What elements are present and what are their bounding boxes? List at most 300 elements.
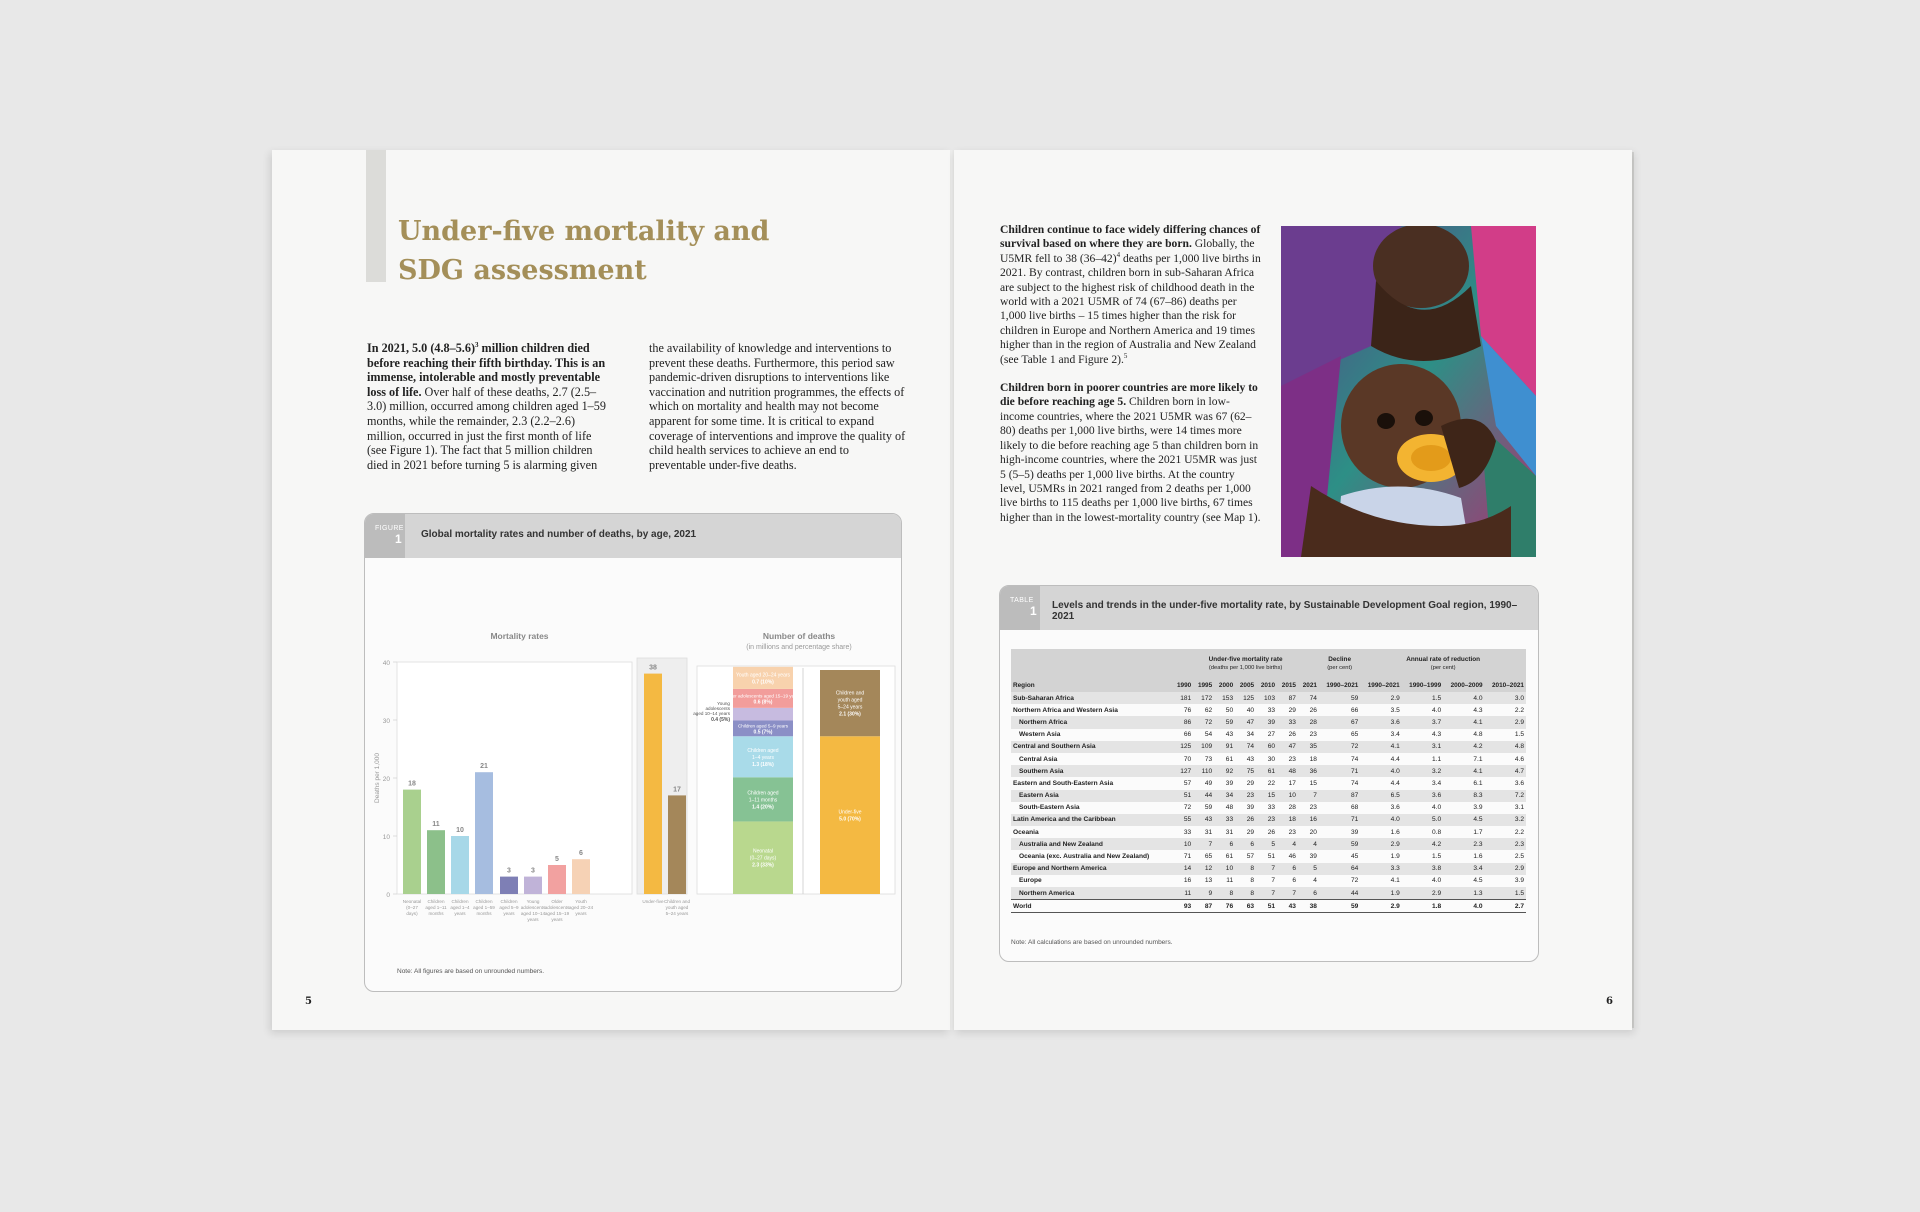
segment-value-label: 2.3 (33%) xyxy=(752,862,774,869)
table-cell: 103 xyxy=(1256,692,1277,704)
table-cell: 47 xyxy=(1235,716,1256,728)
table-row xyxy=(1011,850,1526,862)
figure-tag xyxy=(365,514,405,558)
table-cell: 26 xyxy=(1235,814,1256,826)
table-row xyxy=(1011,875,1526,887)
table-cell: 2.5 xyxy=(1514,853,1524,861)
figure-tag-number: 1 xyxy=(395,532,402,546)
table-cell: 18 xyxy=(1277,814,1298,826)
table-cell: 39 xyxy=(1351,828,1359,836)
table-cell: 3.2 xyxy=(1485,814,1526,826)
para1-bold: Children continue to face widely differing chances of survival based on where they are born. xyxy=(1000,223,1261,251)
segment-value-label: 0.6 (8%) xyxy=(753,699,773,706)
table-cell: 29 xyxy=(1288,706,1296,714)
column-header: 2015 xyxy=(1277,679,1298,692)
table-cell: 6 xyxy=(1277,863,1298,875)
table-cell: 61 xyxy=(1225,853,1234,861)
table-header xyxy=(1000,586,1538,630)
table-cell: 5 xyxy=(1298,863,1319,875)
bar-value-label: 21 xyxy=(480,763,488,771)
table-tag-word: TABLE xyxy=(1010,597,1034,604)
table-cell: 8 xyxy=(1235,887,1256,900)
x-tick-label: years xyxy=(527,917,539,922)
table-cell: 13 xyxy=(1204,877,1213,885)
table-cell: 61 xyxy=(1225,755,1234,763)
table-cell: 14 xyxy=(1172,863,1193,875)
segment-label: 1–11 months xyxy=(748,797,778,804)
x-tick-label: Under-five xyxy=(642,899,664,904)
table-cell: 33 xyxy=(1214,814,1235,826)
table-tag-number: 1 xyxy=(1030,604,1037,618)
table-cell: 3.1 xyxy=(1514,804,1524,812)
column-header: Region xyxy=(1011,679,1172,692)
table-cell: 62 xyxy=(1204,706,1213,714)
table-cell: 23 xyxy=(1256,814,1277,826)
table-cell: 48 xyxy=(1277,765,1298,777)
table-cell: 43 xyxy=(1277,900,1298,913)
table-cell: 4.0 xyxy=(1431,804,1442,812)
bar xyxy=(475,772,493,894)
table-cell: 4.8 xyxy=(1473,731,1483,739)
table-1 xyxy=(999,585,1539,962)
bar xyxy=(644,674,662,894)
table-cell: 4.3 xyxy=(1473,706,1483,714)
figure-tag-word: FIGURE xyxy=(375,525,404,532)
segment-value-label: 2.1 (30%) xyxy=(839,711,861,718)
segment-label: (0–27 days) xyxy=(749,855,777,862)
table-cell: 3.7 xyxy=(1402,716,1443,728)
table-tag xyxy=(1000,586,1040,630)
table-cell: 9 xyxy=(1193,887,1214,900)
table-cell: 33 xyxy=(1183,828,1192,836)
table-cell: 29 xyxy=(1246,828,1255,836)
table-cell: 91 xyxy=(1214,741,1235,753)
table-cell: 3.4 xyxy=(1431,779,1442,787)
row-label: Southern Asia xyxy=(1011,765,1172,777)
table-cell: 43 xyxy=(1246,755,1255,763)
group3-sublabel: (per cent) xyxy=(1430,665,1456,671)
table-cell: 3.8 xyxy=(1402,863,1443,875)
table-cell: 50 xyxy=(1225,706,1234,714)
table-cell: 3.5 xyxy=(1390,706,1400,714)
footnote-ref-4: 4 xyxy=(1116,250,1121,259)
group2-label: Decline xyxy=(1328,656,1351,663)
table-cell: 7.2 xyxy=(1485,790,1526,802)
table-cell: 8.3 xyxy=(1443,790,1484,802)
table-cell: 74 xyxy=(1351,755,1359,763)
table-cell: 48 xyxy=(1225,804,1234,812)
table-cell: 7 xyxy=(1256,863,1277,875)
table-cell: 4.4 xyxy=(1390,779,1400,787)
x-tick-label: years xyxy=(503,911,515,916)
table-cell: 70 xyxy=(1183,755,1192,763)
lead-bold: In 2021, 5.0 (4.8–5.6) xyxy=(367,341,475,355)
table-cell: 3.9 xyxy=(1473,804,1483,812)
table-cell: 2.9 xyxy=(1360,838,1401,850)
right-page xyxy=(954,150,1632,1030)
table-cell: 31 xyxy=(1204,828,1213,836)
table-row xyxy=(1011,729,1526,741)
group-header-decline xyxy=(1319,649,1360,679)
table-cell: 1.1 xyxy=(1431,755,1442,763)
x-tick-label: Older xyxy=(551,899,563,904)
table-cell: 125 xyxy=(1235,692,1256,704)
table-cell: 1.5 xyxy=(1431,853,1442,861)
table-cell: 66 xyxy=(1351,706,1359,714)
table-cell: 4.6 xyxy=(1514,755,1524,763)
table-cell: 26 xyxy=(1267,828,1276,836)
table-cell: 2.9 xyxy=(1402,887,1443,900)
row-label: Australia and New Zealand xyxy=(1011,838,1172,850)
table-cell: 5.0 xyxy=(1402,814,1443,826)
footnote-ref-5: 5 xyxy=(1123,351,1128,360)
segment-label: Children aged xyxy=(747,747,779,754)
bar-value-label: 3 xyxy=(531,867,535,875)
table-cell: 4.1 xyxy=(1443,716,1484,728)
table-cell: 27 xyxy=(1267,731,1276,739)
table-cell: 72 xyxy=(1351,877,1359,885)
row-label: World xyxy=(1011,900,1172,913)
chart2-subtitle: (in millions and percentage share) xyxy=(746,644,852,651)
segment-value-label: 1.3 (18%) xyxy=(752,761,774,768)
table-cell: 65 xyxy=(1204,853,1213,861)
x-tick-label: days) xyxy=(406,911,418,916)
group1-label: Under-five mortality rate xyxy=(1208,656,1283,663)
table-cell: 39 xyxy=(1256,716,1277,728)
table-row xyxy=(1011,753,1526,765)
body-text-2: the availability of knowledge and interventions to prevent these deaths. Furthermore, this period saw pandemic-driven disruptions to interventions like vaccination and nutrition programmes, the effects of which on mortality and health may not become apparent for some time. It is critical to expand coverage of interventions and improve the quality of child health services to achieve an end to preventable under-five deaths. xyxy=(649,341,906,472)
table-row xyxy=(1011,838,1526,850)
segment-label: Older adolescents aged 15–19 years xyxy=(725,693,801,699)
u5mr-table xyxy=(1011,649,1526,913)
table-cell: 6 xyxy=(1235,838,1256,850)
x-tick-label: aged 1–4 xyxy=(450,905,470,910)
bar-value-label: 17 xyxy=(673,786,681,794)
table-cell: 74 xyxy=(1351,779,1359,787)
table-row xyxy=(1011,814,1526,826)
table-cell: 2.3 xyxy=(1485,838,1526,850)
table-cell: 49 xyxy=(1204,779,1213,787)
table-cell: 8 xyxy=(1214,887,1235,900)
table-cell: 39 xyxy=(1225,779,1234,787)
group1-sublabel: (deaths per 1,000 live births) xyxy=(1208,665,1283,671)
para1-text-b: deaths per 1,000 live births in 2021. By contrast, children born in sub-Saharan Africa are subject to the highest risk of childhood death in the world with a 2021 U5MR of 74 (67–86) deaths per 1,000 live births – 15 times higher than the risk for children in Europe and Northern America and 19 times higher than in the region of Australia and New Zealand (see Table 1 and Figure 2). xyxy=(1000,251,1261,366)
row-label: Central Asia xyxy=(1019,755,1058,763)
x-tick-label: (0–27 xyxy=(406,905,418,910)
table-cell: 22 xyxy=(1267,779,1276,787)
table-cell: 23 xyxy=(1235,790,1256,802)
x-tick-label: years xyxy=(551,917,563,922)
x-tick-label: Children and xyxy=(663,899,691,904)
table-cell: 4.1 xyxy=(1360,741,1401,753)
table-cell: 75 xyxy=(1235,765,1256,777)
table-cell: 72 xyxy=(1319,741,1360,753)
table-row xyxy=(1011,900,1526,913)
y-tick-label: 0 xyxy=(386,892,390,899)
row-label: Europe xyxy=(1019,877,1042,885)
table-cell: 3.6 xyxy=(1390,804,1400,812)
table-cell: 59 xyxy=(1214,716,1235,728)
table-cell: 65 xyxy=(1351,731,1359,739)
table-cell: 2.9 xyxy=(1485,863,1526,875)
page-number-right: 6 xyxy=(1606,996,1613,1007)
table-cell: 71 xyxy=(1319,765,1360,777)
table-cell: 34 xyxy=(1214,790,1235,802)
table-cell: 4.0 xyxy=(1431,706,1442,714)
bar-value-label: 38 xyxy=(649,664,657,672)
table-cell: 1.6 xyxy=(1390,828,1400,836)
paragraph-1 xyxy=(1000,223,1262,367)
group-header-arr xyxy=(1360,649,1526,679)
table-cell: 4.0 xyxy=(1443,692,1484,704)
chart2-title: Number of deaths xyxy=(762,631,836,641)
table-cell: 2.3 xyxy=(1443,838,1484,850)
column-header: 2005 xyxy=(1235,679,1256,692)
table-cell: 51 xyxy=(1256,900,1277,913)
row-label: Oceania xyxy=(1013,828,1039,836)
table-row xyxy=(1011,887,1526,900)
figure-1 xyxy=(364,513,902,992)
column-header: 1990–2021 xyxy=(1319,679,1360,692)
table-cell: 10 xyxy=(1172,838,1193,850)
title-accent-bar xyxy=(366,150,386,282)
table-cell: 20 xyxy=(1309,828,1317,836)
paragraph-2 xyxy=(1000,381,1262,525)
title-line-1: Under-five mortality and xyxy=(398,216,770,247)
column-header: 2010 xyxy=(1256,679,1277,692)
table-cell: 4.2 xyxy=(1443,741,1484,753)
x-tick-label: aged 5–9 xyxy=(499,905,519,910)
table-note: Note: All calculations are based on unrounded numbers. xyxy=(1011,939,1173,946)
segment-label: Young xyxy=(717,701,730,707)
page-title xyxy=(398,212,858,290)
table-cell: 34 xyxy=(1246,731,1255,739)
table-cell: 23 xyxy=(1309,731,1317,739)
table-cell: 29 xyxy=(1246,779,1255,787)
chart-title: Mortality rates xyxy=(490,631,549,641)
table-cell: 127 xyxy=(1172,765,1193,777)
group3-label: Annual rate of reduction xyxy=(1406,656,1481,663)
figure-title: Global mortality rates and number of deaths, by age, 2021 xyxy=(421,529,697,540)
table-cell: 8 xyxy=(1235,863,1256,875)
table-cell: 16 xyxy=(1298,814,1319,826)
table-cell: 3.1 xyxy=(1402,741,1443,753)
table-cell: 33 xyxy=(1267,706,1276,714)
table-cell: 10 xyxy=(1214,863,1235,875)
table-cell: 16 xyxy=(1183,877,1192,885)
table-cell: 44 xyxy=(1193,790,1214,802)
segment-label: Children aged xyxy=(747,790,779,797)
para2-text: Children born in low-income countries, where the 2021 U5MR was 67 (62–80) deaths per 1,000 live births, were 14 times more likely to die before reaching age 5 than children born in high-income countries, where the 2021 U5MR was just 5 (5–5) deaths per 1,000 live births. At the country level, U5MRs in 2021 ranged from 2 deaths per 1,000 live births to 115 deaths per 1,000 live births, 67 times higher than in the lowest-mortality country (see Map 1). xyxy=(1000,395,1261,524)
segment-label: Under-five xyxy=(838,809,862,816)
table-cell: 55 xyxy=(1172,814,1193,826)
table-cell: 18 xyxy=(1309,755,1317,763)
table-cell: 172 xyxy=(1193,692,1214,704)
table-row xyxy=(1011,692,1526,704)
table-cell: 3.6 xyxy=(1402,790,1443,802)
table-cell: 1.9 xyxy=(1390,853,1400,861)
right-body-column xyxy=(1000,223,1262,525)
table-row xyxy=(1011,826,1526,838)
x-tick-label: months xyxy=(428,911,444,916)
table-cell: 4.4 xyxy=(1390,755,1400,763)
stack-segment xyxy=(733,708,793,721)
x-tick-label: aged 10–14 xyxy=(520,911,546,916)
bar xyxy=(548,865,566,894)
bar xyxy=(524,877,542,894)
table-row xyxy=(1011,716,1526,728)
x-tick-label: Neonatal xyxy=(402,899,422,904)
table-cell: 17 xyxy=(1288,779,1296,787)
table-cell: 12 xyxy=(1193,863,1214,875)
footnote-ref-3: 3 xyxy=(475,340,479,349)
segment-value-label: 0.4 (5%) xyxy=(711,717,730,724)
x-tick-label: Children xyxy=(500,899,518,904)
table-cell: 4.7 xyxy=(1485,765,1526,777)
table-cell: 4.5 xyxy=(1443,814,1484,826)
table-cell: 74 xyxy=(1298,692,1319,704)
table-cell: 33 xyxy=(1277,716,1298,728)
table-cell: 6 xyxy=(1214,838,1235,850)
row-label: Oceania (exc. Australia and New Zealand) xyxy=(1019,853,1150,861)
table-cell: 15 xyxy=(1256,790,1277,802)
table-cell: 4.0 xyxy=(1443,900,1484,913)
table-cell: 47 xyxy=(1277,741,1298,753)
table-cell: 6 xyxy=(1298,887,1319,900)
x-tick-label: aged 20–24 xyxy=(568,905,594,910)
x-tick-label: Young xyxy=(526,899,540,904)
x-tick-label: years xyxy=(454,911,466,916)
table-cell: 4.0 xyxy=(1360,814,1401,826)
x-tick-label: adolescents xyxy=(520,905,546,910)
table-cell: 87 xyxy=(1277,692,1298,704)
table-cell: 57 xyxy=(1183,779,1192,787)
table-cell: 1.6 xyxy=(1473,853,1483,861)
table-row xyxy=(1011,765,1526,777)
table-cell: 61 xyxy=(1256,765,1277,777)
bar xyxy=(451,836,469,894)
column-header: 1990–2021 xyxy=(1360,679,1401,692)
table-cell: 87 xyxy=(1319,790,1360,802)
table-cell: 30 xyxy=(1267,755,1276,763)
table-cell: 4.1 xyxy=(1443,765,1484,777)
y-tick-label: 40 xyxy=(382,660,390,667)
table-cell: 54 xyxy=(1204,731,1213,739)
table-row xyxy=(1011,790,1526,802)
table-cell: 3.9 xyxy=(1514,877,1524,885)
table-cell: 71 xyxy=(1183,853,1192,861)
header-spacer xyxy=(1011,649,1172,679)
table-cell: 11 xyxy=(1226,877,1234,885)
table-cell: 1.8 xyxy=(1402,900,1443,913)
lead-bold-2: million children died before reaching their fifth birthday. This is an immense, intolerable and mostly preventable loss of life. xyxy=(367,341,606,399)
segment-label: Children aged 5–9 years xyxy=(737,723,789,729)
table-cell: 23 xyxy=(1288,755,1296,763)
table-cell: 4.2 xyxy=(1402,838,1443,850)
table-cell: 7 xyxy=(1256,887,1277,900)
table-cell: 46 xyxy=(1288,853,1296,861)
table-cell: 153 xyxy=(1214,692,1235,704)
row-label: South-Eastern Asia xyxy=(1019,804,1080,812)
table-cell: 68 xyxy=(1351,804,1359,812)
table-title: Levels and trends in the under-five mortality rate, by Sustainable Development Goal region, 1990–2021 xyxy=(1052,600,1518,622)
column-header: 2000 xyxy=(1214,679,1235,692)
para1-text-a: Globally, the U5MR fell to 38 (36–42) xyxy=(1000,237,1255,265)
segment-value-label: 0.7 (10%) xyxy=(752,679,774,686)
table-cell: 7 xyxy=(1193,838,1214,850)
table-cell: 10 xyxy=(1277,790,1298,802)
table-cell: 2.7 xyxy=(1485,900,1526,913)
table-cell: 76 xyxy=(1183,706,1192,714)
segment-value-label: 0.5 (7%) xyxy=(753,729,773,736)
table-cell: 23 xyxy=(1309,804,1317,812)
x-tick-label: 5–24 years xyxy=(665,911,689,916)
row-label: Northern America xyxy=(1011,887,1172,900)
group2-sublabel: (per cent) xyxy=(1327,665,1353,671)
table-cell: 43 xyxy=(1225,731,1234,739)
row-label: Eastern Asia xyxy=(1011,790,1172,802)
row-label: Central and Southern Asia xyxy=(1011,741,1172,753)
row-label: Eastern and South-Eastern Asia xyxy=(1013,779,1114,787)
table-cell: 2.2 xyxy=(1514,706,1524,714)
table-cell: 3.0 xyxy=(1485,692,1526,704)
table-cell: 4.1 xyxy=(1390,877,1400,885)
table-cell: 6 xyxy=(1292,877,1296,885)
table-cell: 28 xyxy=(1298,716,1319,728)
table-cell: 67 xyxy=(1319,716,1360,728)
x-tick-label: adolescents xyxy=(544,905,570,910)
table-cell: 26 xyxy=(1309,706,1317,714)
table-cell: 4.0 xyxy=(1431,877,1442,885)
table-cell: 4 xyxy=(1277,838,1298,850)
y-tick-label: 30 xyxy=(382,718,390,725)
table-cell: 92 xyxy=(1214,765,1235,777)
table-cell: 125 xyxy=(1172,741,1193,753)
table-cell: 59 xyxy=(1319,900,1360,913)
column-header: 1995 xyxy=(1193,679,1214,692)
bar xyxy=(500,877,518,894)
x-tick-label: Children xyxy=(475,899,493,904)
table-cell: 28 xyxy=(1288,804,1296,812)
table-cell: 76 xyxy=(1214,900,1235,913)
x-tick-label: aged 1–11 xyxy=(425,905,447,910)
table-row xyxy=(1011,777,1526,789)
table-cell: 7.1 xyxy=(1473,755,1483,763)
table-cell: 1.3 xyxy=(1443,887,1484,900)
column-header-row xyxy=(1011,679,1526,692)
table-cell: 63 xyxy=(1235,900,1256,913)
table-cell: 3.6 xyxy=(1360,716,1401,728)
x-tick-label: Children xyxy=(451,899,469,904)
x-tick-label: Children xyxy=(427,899,445,904)
table-cell: 51 xyxy=(1267,853,1276,861)
bar xyxy=(427,830,445,894)
table-cell: 4 xyxy=(1313,877,1317,885)
table-cell: 36 xyxy=(1298,765,1319,777)
group-header-u5mr xyxy=(1172,649,1319,679)
table-cell: 1.7 xyxy=(1473,828,1483,836)
bar-value-label: 11 xyxy=(432,821,440,829)
table-cell: 86 xyxy=(1172,716,1193,728)
table-cell: 4 xyxy=(1298,838,1319,850)
table-cell: 40 xyxy=(1246,706,1255,714)
para2-bold: Children born in poorer countries are more likely to die before reaching age 5. xyxy=(1000,381,1258,409)
table-cell: 3.6 xyxy=(1514,779,1524,787)
table-cell: 1.5 xyxy=(1485,887,1526,900)
figure-note: Note: All figures are based on unrounded numbers. xyxy=(397,968,545,975)
table-cell: 2.9 xyxy=(1360,692,1401,704)
table-cell: 35 xyxy=(1298,741,1319,753)
